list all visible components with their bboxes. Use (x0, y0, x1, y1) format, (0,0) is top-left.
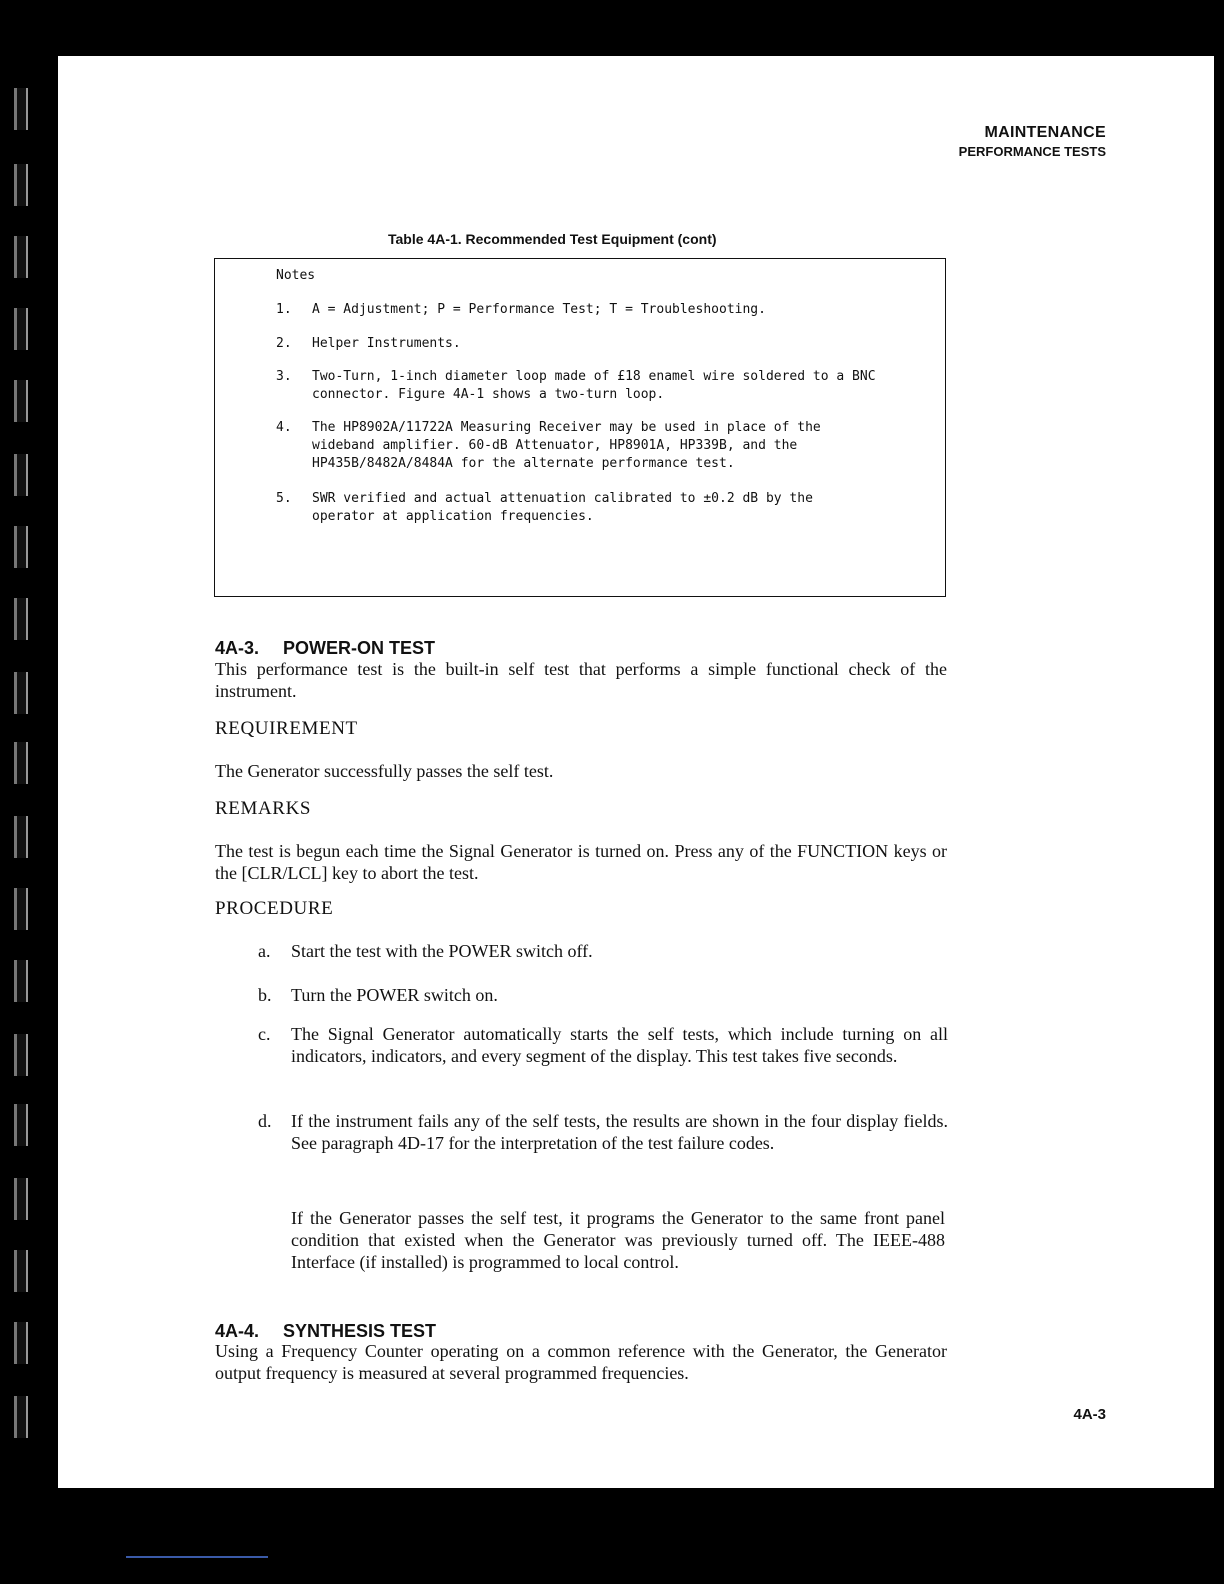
notes-title: Notes (276, 268, 316, 283)
punch-hole (14, 1178, 28, 1220)
step-label: a. (258, 941, 271, 961)
header-subsection: PERFORMANCE TESTS (958, 144, 1106, 159)
remarks-text: The test is begun each time the Signal Generator is turned on. Press any of the FUNCTION keys or the [CLR/LCL] key to abort the test. (215, 841, 947, 883)
note-item (276, 419, 876, 473)
step-text: Turn the POWER switch on. (291, 985, 498, 1005)
step-text: If the instrument fails any of the self tests, the results are shown in the four display fields. See paragraph 4D-17 for the interpretation of the test failure codes. (291, 1111, 948, 1153)
step-label: d. (258, 1111, 272, 1131)
step-text: Start the test with the POWER switch off. (291, 941, 593, 961)
note-text: The HP8902A/11722A Measuring Receiver may be used in place of the wideband amplifier. 60-dB Attenuator, HP8901A, HP339B, and the HP435B/8482A/8484A for the alternate performance test. (312, 420, 821, 471)
section-number: 4A-4. (215, 1321, 260, 1341)
punch-hole (14, 1250, 28, 1292)
remarks-heading: REMARKS (215, 798, 312, 819)
punch-hole (14, 526, 28, 568)
punch-hole (14, 236, 28, 278)
punch-hole (14, 1034, 28, 1076)
note-text: Helper Instruments. (312, 336, 461, 351)
punch-hole (14, 960, 28, 1002)
punch-hole (14, 598, 28, 640)
note-text: A = Adjustment; P = Performance Test; T = Troubleshooting. (312, 302, 766, 317)
closing-paragraph: If the Generator passes the self test, it programs the Generator to the same front panel condition that existed when the Generator was previously turned off. The IEEE-488 Interface (if installed) is programmed to local control. (291, 1208, 945, 1272)
punch-hole (14, 88, 28, 130)
note-number: 4. (276, 420, 292, 435)
punch-hole (14, 380, 28, 422)
punch-hole (14, 888, 28, 930)
punch-hole (14, 308, 28, 350)
table-caption: Table 4A-1. Recommended Test Equipment (cont) (388, 231, 717, 247)
punch-hole (14, 672, 28, 714)
requirement-heading: REQUIREMENT (215, 718, 358, 739)
punch-hole (14, 1322, 28, 1364)
section-intro: This performance test is the built-in self test that performs a simple functional check of the instrument. (215, 659, 947, 701)
note-item (276, 335, 916, 353)
page-number: 4A-3 (1073, 1406, 1106, 1423)
binder-strip (0, 0, 58, 1584)
header-section: MAINTENANCE (984, 124, 1106, 141)
note-text: SWR verified and actual attenuation calibrated to ±0.2 dB by the operator at application frequencies. (312, 491, 813, 524)
step-label: b. (258, 985, 272, 1005)
section-number: 4A-3. (215, 638, 260, 658)
punch-hole (14, 454, 28, 496)
punch-hole (14, 816, 28, 858)
note-item (276, 368, 876, 404)
note-item (276, 490, 876, 526)
section-intro: Using a Frequency Counter operating on a common reference with the Generator, the Generator output frequency is measured at several programmed frequencies. (215, 1341, 947, 1383)
scan-artifact-line (126, 1556, 268, 1558)
note-text: Two-Turn, 1-inch diameter loop made of £18 enamel wire soldered to a BNC connector. Figure 4A-1 shows a two-turn loop. (312, 369, 876, 402)
section-heading-synthesis (215, 1321, 436, 1342)
punch-hole (14, 1104, 28, 1146)
requirement-text: The Generator successfully passes the self test. (215, 761, 554, 781)
note-number: 1. (276, 302, 292, 317)
note-number: 3. (276, 369, 292, 384)
punch-hole (14, 1396, 28, 1438)
procedure-step (258, 984, 948, 1006)
step-text: The Signal Generator automatically starts the self tests, which include turning on all indicators, indicators, and every segment of the display. This test takes five seconds. (291, 1024, 948, 1066)
procedure-heading: PROCEDURE (215, 898, 334, 919)
step-label: c. (258, 1024, 271, 1044)
procedure-step (258, 1023, 948, 1067)
note-number: 2. (276, 336, 292, 351)
procedure-step (258, 940, 948, 962)
note-number: 5. (276, 491, 292, 506)
section-heading-power-on (215, 638, 435, 659)
section-title: SYNTHESIS TEST (283, 1321, 437, 1341)
punch-hole (14, 164, 28, 206)
note-item (276, 301, 916, 319)
punch-hole (14, 742, 28, 784)
procedure-step (258, 1110, 948, 1154)
section-title: POWER-ON TEST (283, 638, 435, 658)
